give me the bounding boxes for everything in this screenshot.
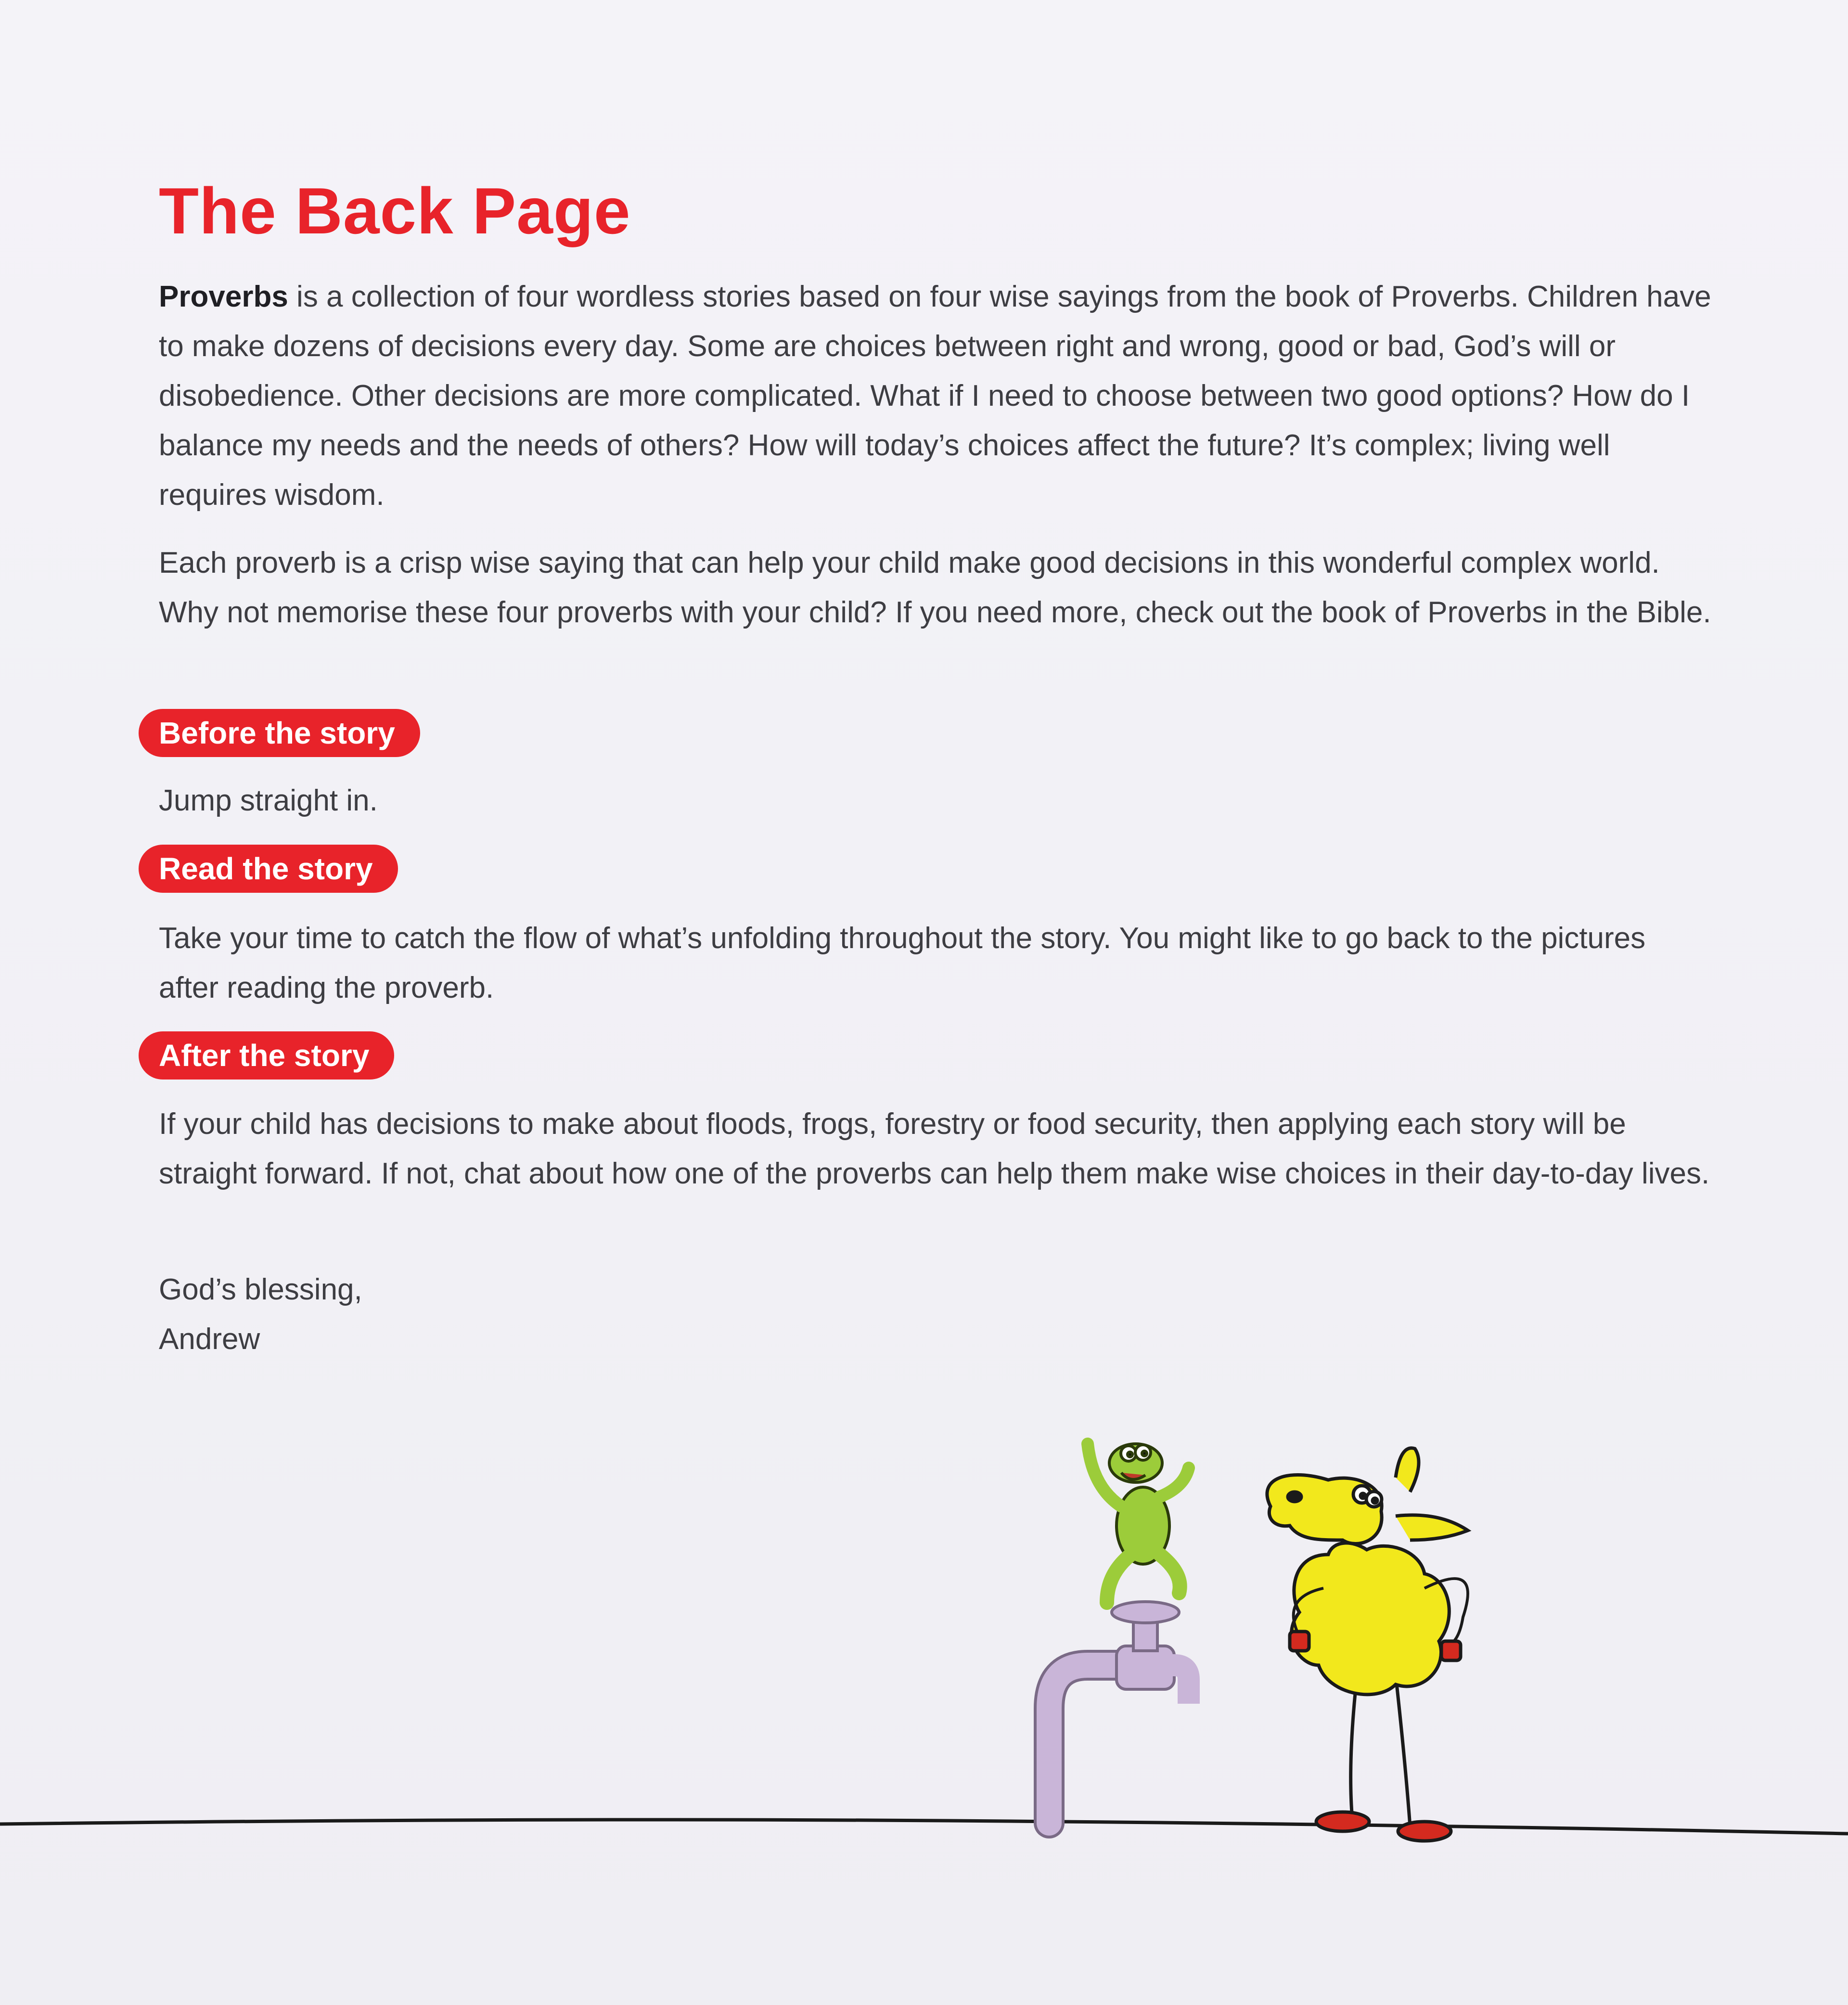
- section-body-after: If your child has decisions to make about floods, frogs, forestry or food security, then applying each story will be straight forward. If not, chat about how one of the proverbs can help them make wise choices in their day-to-day lives.: [159, 1107, 1710, 1190]
- closing-line: God’s blessing,: [159, 1273, 362, 1306]
- page-title: The Back Page: [159, 174, 631, 247]
- ground-line: [0, 1820, 1848, 1834]
- intro-paragraph: [159, 272, 1713, 520]
- sheep-illustration: [1267, 1448, 1468, 1841]
- section-body-before: Jump straight in.: [159, 784, 378, 817]
- section-heading-after: After the story: [139, 1031, 394, 1080]
- illustration: [0, 1396, 1848, 2005]
- section-heading-before: Before the story: [139, 709, 420, 757]
- tap-illustration: [1049, 1602, 1189, 1823]
- section-heading-read: Read the story: [139, 845, 398, 893]
- frog-illustration: [1088, 1444, 1189, 1603]
- paragraph-two: Each proverb is a crisp wise saying that can help your child make good decisions in this wonderful complex world. Why not memorise these four proverbs with your child? If you need more, check out the book of Proverbs in the Bible.: [159, 546, 1711, 629]
- intro-text: is a collection of four wordless stories based on four wise sayings from the book of Proverbs. Children have to make dozens of decisions every day. Some are choices between right and wrong, good or bad, God’s will or disobedience. Other decisions are more complicated. What if I need to choose between two good options? How do I balance my needs and the needs of others? How will today’s choices affect the future? It’s complex; living well requires wisdom.: [159, 280, 1711, 512]
- signature: Andrew: [159, 1323, 260, 1356]
- intro-bold-word: Proverbs: [159, 280, 288, 313]
- section-body-read: Take your time to catch the flow of what’s unfolding throughout the story. You might like to go back to the pictures after reading the proverb.: [159, 922, 1646, 1004]
